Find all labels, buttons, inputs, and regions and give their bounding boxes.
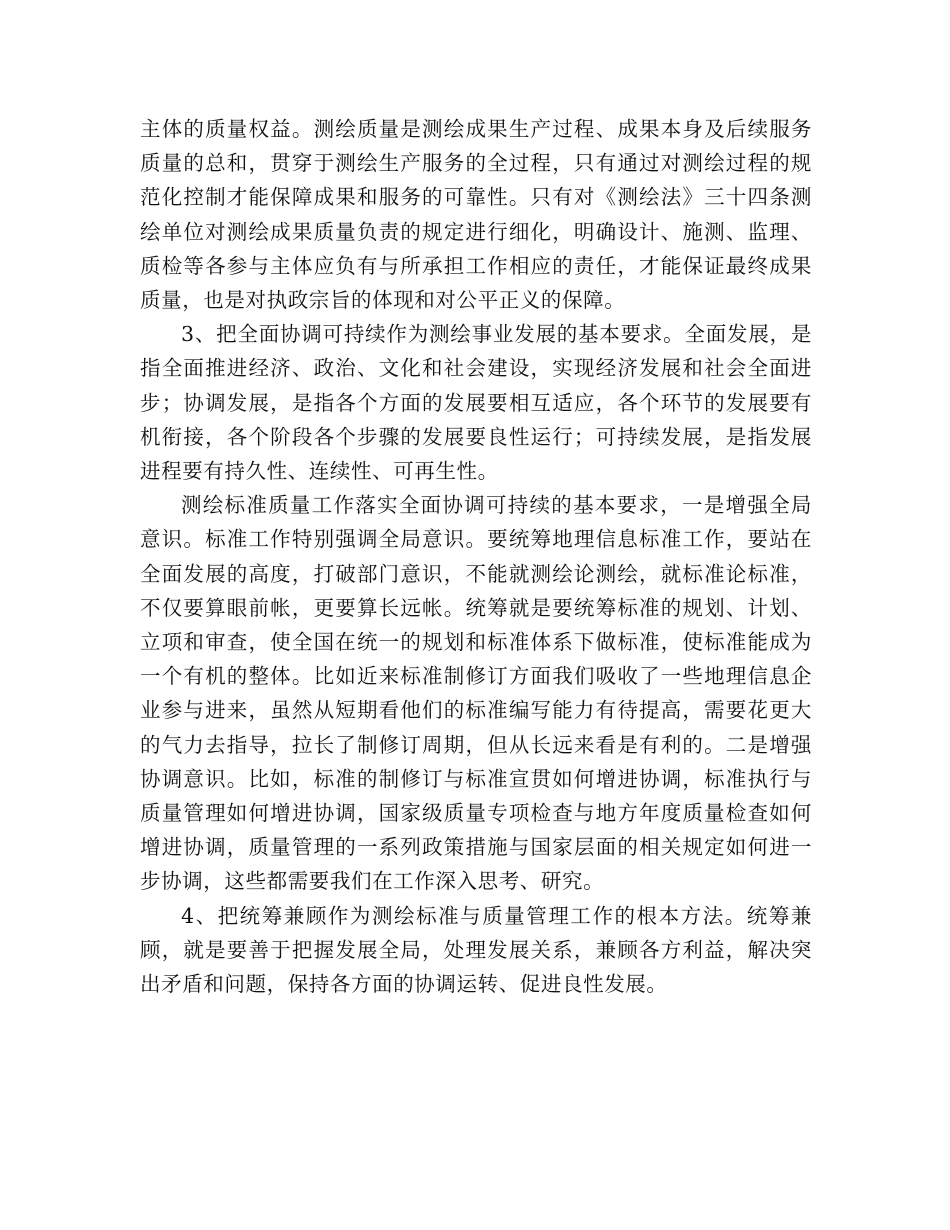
document-body [140, 112, 812, 1001]
paragraph-item-3: 3、把全面协调可持续作为测绘事业发展的基本要求。全面发展，是指全面推进经济、政治、文化和社会建设，实现经济发展和社会全面进步；协调发展，是指各个方面的发展要相互适应，各个环节的发展要有机衔接，各个阶段各个步骤的发展要良性运行；可持续发展，是指发展进程要有持久性、连续性、可再生性。 [140, 322, 812, 484]
paragraph-item-4: 4、把统筹兼顾作为测绘标准与质量管理工作的根本方法。统筹兼顾，就是要善于把握发展全局，处理发展关系，兼顾各方利益，解决突出矛盾和问题，保持各方面的协调运转、促进良性发展。 [140, 903, 812, 997]
paragraph-continuation: 主体的质量权益。测绘质量是测绘成果生产过程、成果本身及后续服务质量的总和，贯穿于测绘生产服务的全过程，只有通过对测绘过程的规范化控制才能保障成果和服务的可靠性。只有对《测绘法》三十四条测绘单位对测绘成果质量负责的规定进行细化，明确设计、施测、监理、质检等各参与主体应负有与所承担工作相应的责任，才能保证最终成果质量，也是对执政宗旨的体现和对公平正义的保障。 [140, 117, 812, 313]
paragraph-requirements: 测绘标准质量工作落实全面协调可持续的基本要求，一是增强全局意识。标准工作特别强调全局意识。要统筹地理信息标准工作，要站在全面发展的高度，打破部门意识，不能就测绘论测绘，就标准论标准，不仅要算眼前帐，更要算长远帐。统筹就是要统筹标准的规划、计划、立项和审查，使全国在统一的规划和标准体系下做标准，使标准能成为一个有机的整体。比如近来标准制修订方面我们吸收了一些地理信息企业参与进来，虽然从短期看他们的标准编写能力有待提高，需要花更大的气力去指导，拉长了制修订周期，但从长远来看是有利的。二是增强协调意识。比如，标准的制修订与标准宣贯如何增进协调，标准执行与质量管理如何增进协调，国家级质量专项检查与地方年度质量检查如何增进协调，质量管理的一系列政策措施与国家层面的相关规定如何进一步协调，这些都需要我们在工作深入思考、研究。 [140, 493, 812, 894]
